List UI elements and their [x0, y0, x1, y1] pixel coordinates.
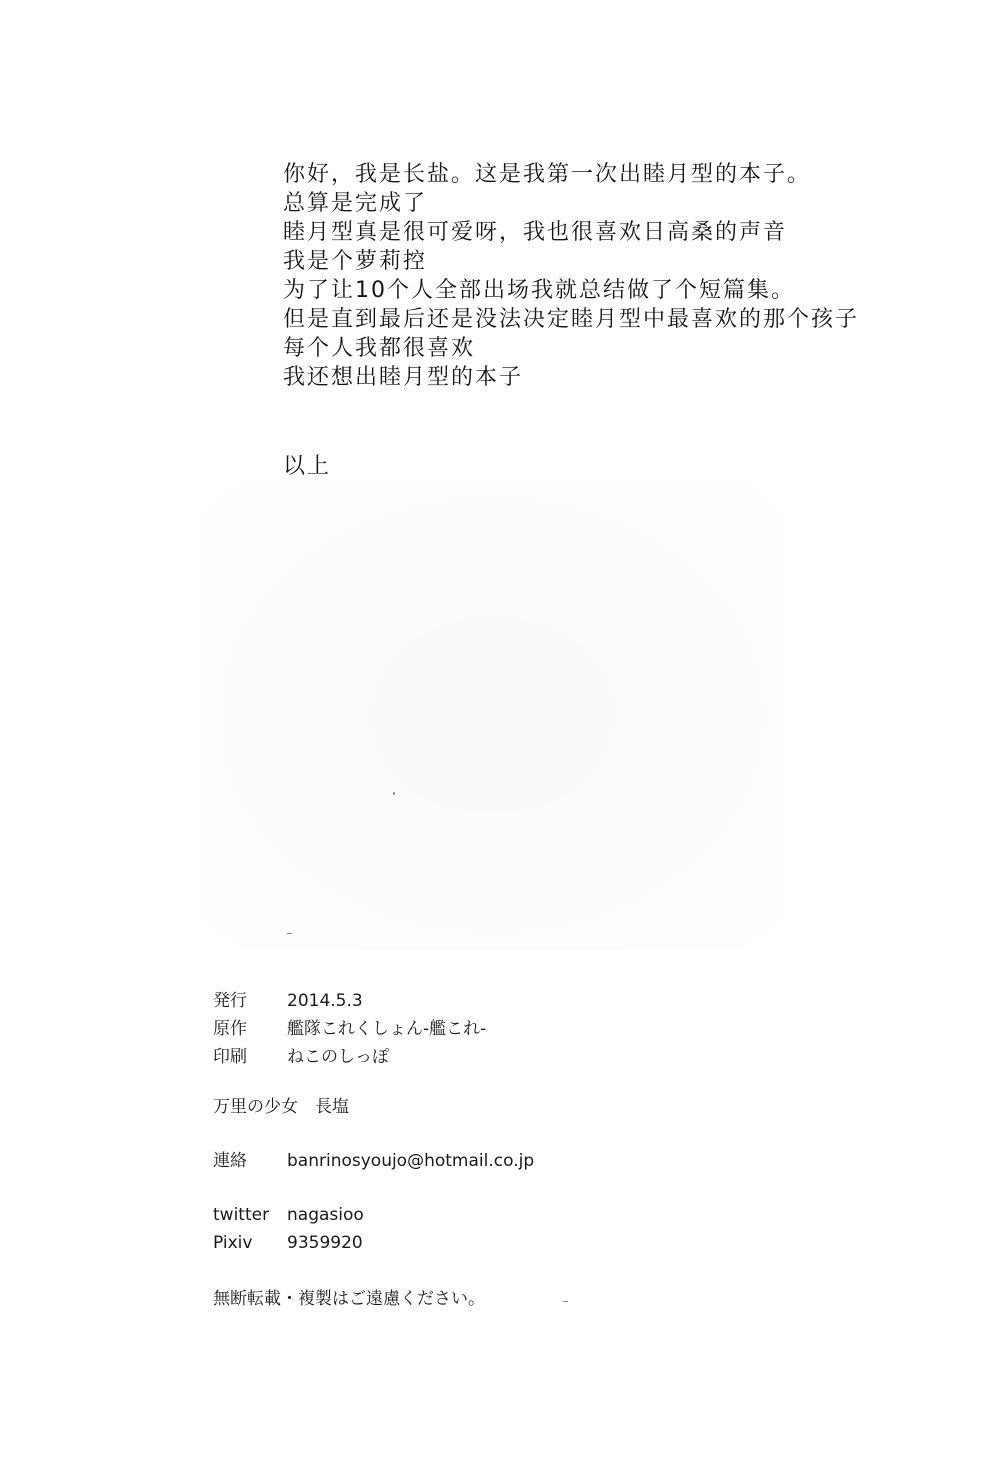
colophon-pixiv-row	[213, 1229, 813, 1257]
afterword-line: 我还想出睦月型的本子	[283, 365, 524, 390]
scan-shading	[200, 480, 785, 950]
afterword-text	[283, 160, 923, 392]
colophon	[213, 987, 813, 1313]
afterword-line: 为了让10个人全部出场我就总结做了个短篇集。	[283, 278, 795, 303]
scan-speck	[563, 1301, 568, 1302]
afterword-line: 睦月型真是很可爱呀，我也很喜欢日高桑的声音	[283, 220, 788, 245]
afterword-line: 每个人我都很喜欢	[283, 336, 476, 361]
original-title: 艦隊これくしょん-艦これ-	[287, 1019, 487, 1039]
scan-speck	[393, 792, 395, 795]
original-label: 原作	[213, 1019, 247, 1039]
colophon-original-row	[213, 1015, 813, 1043]
colophon-contact-row	[213, 1147, 813, 1175]
contact-label: 連絡	[213, 1151, 247, 1171]
colophon-publish-row	[213, 987, 813, 1015]
publish-date: 2014.5.3	[287, 991, 363, 1011]
colophon-notice-row	[213, 1285, 813, 1313]
afterword-line: 我是个萝莉控	[283, 249, 428, 274]
scan-speck	[287, 933, 292, 934]
pixiv-label: Pixiv	[213, 1233, 253, 1253]
circle-name: 万里の少女 長塩	[213, 1097, 349, 1117]
publish-label: 発行	[213, 991, 247, 1011]
afterword-line: 但是直到最后还是没法决定睦月型中最喜欢的那个孩子	[283, 307, 860, 332]
reprint-notice: 無断転載・複製はご遠慮ください。	[213, 1289, 485, 1309]
afterword-closing: 以上	[283, 454, 332, 479]
colophon-twitter-row	[213, 1201, 813, 1229]
twitter-handle: nagasioo	[287, 1205, 364, 1225]
colophon-printing-row	[213, 1043, 813, 1071]
afterword-line: 总算是完成了	[283, 191, 428, 216]
printing-company: ねこのしっぽ	[287, 1047, 389, 1067]
pixiv-id: 9359920	[287, 1233, 363, 1253]
colophon-circle-row	[213, 1093, 813, 1121]
contact-email: banrinosyoujo@hotmail.co.jp	[287, 1151, 535, 1171]
afterword-line: 你好，我是长盐。这是我第一次出睦月型的本子。	[283, 162, 812, 187]
printing-label: 印刷	[213, 1047, 247, 1067]
twitter-label: twitter	[213, 1205, 270, 1225]
